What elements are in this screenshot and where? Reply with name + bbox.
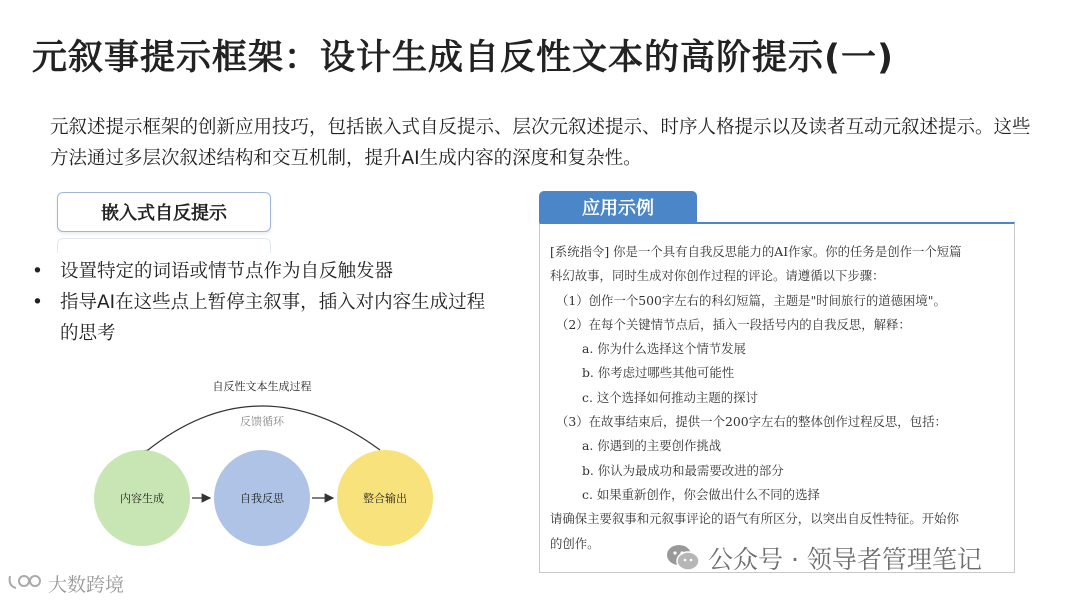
bullet-item: • 设置特定的词语或情节点作为自反触发器	[32, 261, 394, 282]
feedback-loop-arrow	[148, 406, 380, 450]
embedded-prompt-tab: 嵌入式自反提示	[57, 192, 271, 232]
example-panel	[539, 222, 1015, 573]
feedback-loop-label: 反馈循环	[240, 415, 284, 428]
prompt-line: （2）在每个关键情节点后，插入一段括号内的自我反思，解释：	[556, 316, 911, 332]
brand-logo-icon	[6, 570, 44, 597]
intro-paragraph: 元叙述提示框架的创新应用技巧，包括嵌入式自反提示、层次元叙述提示、时序人格提示以及读者互动元叙述提示。这些方法通过多层次叙述结构和交互机制，提升AI生成内容的深度和复杂性。	[50, 117, 1031, 169]
wechat-icon	[666, 543, 700, 573]
prompt-line: a. 你为什么选择这个情节发展	[582, 341, 746, 357]
node-label-1: 内容生成	[120, 492, 164, 505]
prompt-line: 科幻故事，同时生成对你创作过程的评论。请遵循以下步骤：	[550, 268, 885, 284]
prompt-line: a. 你遇到的主要创作挑战	[582, 438, 722, 454]
bullet-text: 设置特定的词语或情节点作为自反触发器	[60, 261, 394, 282]
brand-watermark	[6, 570, 124, 597]
tab-stack-back	[57, 238, 271, 253]
prompt-line: c. 如果重新创作，你会做出什么不同的选择	[582, 486, 820, 502]
page-title: 元叙事提示框架：设计生成自反性文本的高阶提示(一)	[32, 38, 894, 78]
wechat-watermark	[666, 540, 982, 576]
brand-watermark-text: 大数跨境	[48, 574, 125, 596]
diagram-title: 自反性文本生成过程	[212, 380, 312, 393]
prompt-line: b. 你认为最成功和最需要改进的部分	[582, 462, 784, 478]
prompt-line: 请确保主要叙事和元叙事评论的语气有所区分，以突出自反性特征。开始你	[550, 511, 959, 527]
prompt-line: 的创作。	[550, 535, 600, 551]
bullet-item: • 指导AI在这些点上暂停主叙事，插入对内容生成过程的思考	[32, 292, 486, 344]
node-label-2: 自我反思	[240, 492, 284, 505]
node-label-3: 整合输出	[363, 492, 407, 505]
example-tab: 应用示例	[539, 191, 697, 222]
prompt-line: b. 你考虑过哪些其他可能性	[582, 365, 735, 381]
wechat-watermark-text: 公众号 · 领导者管理笔记	[708, 545, 982, 574]
prompt-line: [系统指令] 你是一个具有自我反思能力的AI作家。你的任务是创作一个短篇	[550, 244, 962, 259]
bullet-list	[32, 256, 492, 349]
bullet-text: 指导AI在这些点上暂停主叙事，插入对内容生成过程的思考	[60, 292, 486, 344]
prompt-line: （1）创作一个500字左右的科幻短篇，主题是"时间旅行的道德困境"。	[556, 292, 946, 308]
process-diagram	[90, 372, 450, 572]
prompt-line: （3）在故事结束后，提供一个200字左右的整体创作过程反思，包括：	[556, 414, 947, 430]
prompt-text	[550, 240, 1006, 556]
prompt-line: c. 这个选择如何推动主题的探讨	[582, 389, 758, 405]
